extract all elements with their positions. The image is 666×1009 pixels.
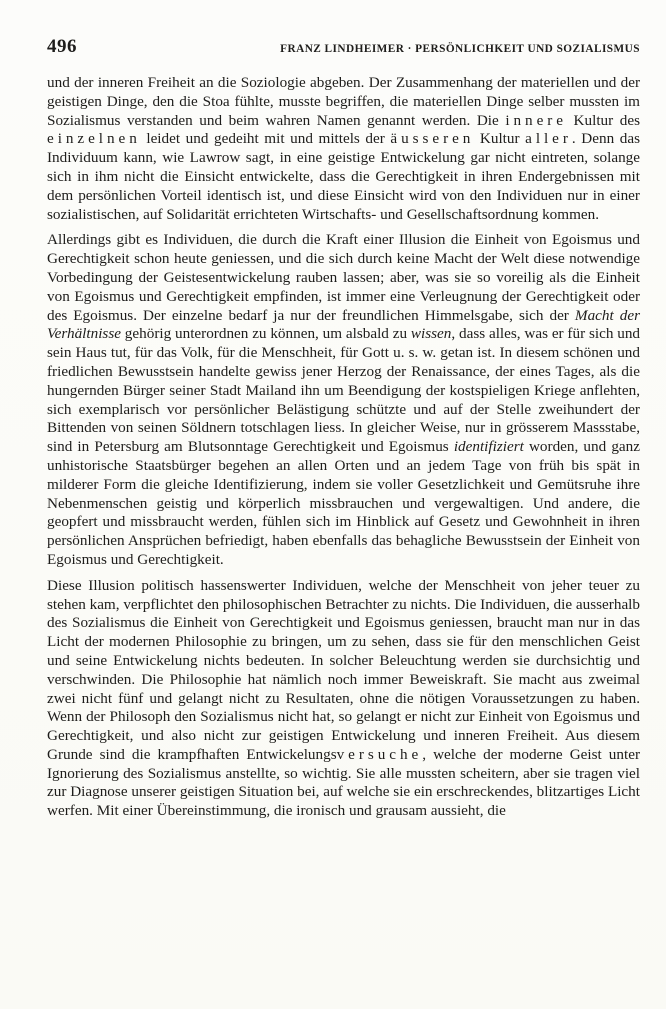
spaced-text-run: innere: [505, 111, 567, 129]
italic-text-run: Macht der Verhältnisse: [47, 306, 641, 343]
text-body: [47, 74, 640, 821]
text-run: leidet und gedeiht mit und mittels der: [140, 130, 391, 148]
italic-text-run: wissen: [410, 325, 452, 343]
spaced-text-run: einzelnen: [47, 130, 141, 148]
spaced-text-run: aller: [525, 130, 572, 148]
text-run: . Denn das Individuum kann, wie Lawrow sagt, in eine geistige Entwickelung gar nicht eintreten, solange sich in ihm nicht die Einsicht entwickelte, dass die Gerechtigkeit in ihren Endergebnissen mit dem persönlichen Vorteil identisch ist, und diese Einsicht wird von den Individuen nur in einer sozialistischen, auf Solidarität errichteten Wirtschafts- und Gesellschaftsordnung kommen.: [47, 130, 640, 223]
spaced-text-run: versuche: [336, 745, 423, 763]
page-number: 496: [47, 36, 77, 57]
paragraph: [47, 231, 640, 569]
text-run: , dass alles, was er für sich und sein Haus tut, für das Volk, für die Menschheit, für Gott u. s. w. getan ist. In diesem schönen und friedlichen Bewusstsein handelte gewiss jener Herzog der Renaissance, der eines Tages, als die hungernden Bürger seiner Stadt Mailand ihn um Beendigung der kostspieligen Kriege anflehten, sich exemplarisch vor persönlicher Belästigung schützte und auf der Stelle zweihundert der Bittenden von seinen Söldnern totschlagen liess. In gleicher Weise, nur in grösserem Massstabe, sind in Petersburg am Blutsonntage Gerechtigkeit und Egoismus: [47, 325, 641, 456]
text-run: und der inneren Freiheit an die Soziologie abgeben. Der Zusammenhang der materiellen und der geistigen Dinge, den die Stoa fühlte, musste begriffen, die materiellen Dinge selber mussten im Sozialismus verstanden und beim wahren Namen genannt werden. Die: [47, 74, 640, 129]
text-run: worden, und ganz unhistorische Staatsbürger begehen an allen Orten und an jedem Tage von früh bis spät in milderer Form die gleiche Identifizierung, indem sie voller Gesetzlichkeit und Gemütsruhe ihre Nebenmenschen geistig und körperlich missbrauchen und vergewaltigen. Und andere, die geopfert und missbraucht werden, fühlen sich im Hinblick auf Gesetz und Gewohnheit in ihren persönlichen Ansprüchen befriedigt, haben ebenfalls das behagliche Bewusstsein der Einheit von Egoismus und Gerechtigkeit.: [47, 438, 640, 568]
text-run: Diese Illusion politisch hassenswerter Individuen, welche der Menschheit von jeher teuer zu stehen kam, verpflichtet den philosophischen Betrachter zu nichts. Die Individuen, die ausserhalb des Sozialismus die Einheit von Gerechtigkeit und Egoismus geniessen, braucht man nur in das Licht der modernen Philosophie zu bringen, um zu sehen, dass sie für den menschlichen Geist und seine Entwickelung nichts bedeuten. In solcher Beleuchtung werden sie durchsichtig und verschwinden. Die Philosophie hat nämlich noch immer Beweiskraft. Sie macht aus zweimal zwei nicht fünf und gelangt nicht zu Resultaten, ohne die nötigen Voraussetzungen zu haben. Wenn der Philosoph den Sozialismus nicht hat, so gelangt er nicht zur Einheit von Egoismus und Gerechtigkeit, und also nicht zur geistigen Entwickelung und inneren Freiheit. Aus diesem Grunde sind die krampfhaften Entwickelungs: [47, 576, 640, 763]
text-run: gehörig unterordnen zu können, um alsbald zu: [120, 325, 411, 343]
text-run: Kultur des: [567, 111, 640, 129]
text-run: , welche der moderne Geist unter Ignorierung des Sozialismus anstellte, so wichtig. Sie alle mussten scheitern, aber sie tragen viel zur Diagnose unserer geistigen Situation bei, auf welche sie ein erschreckendes, blitzartiges Licht werfen. Mit einer Übereinstimmung, die ironisch und grausam aussieht, die: [47, 745, 640, 820]
page-header: [47, 36, 640, 58]
paragraph: [47, 577, 640, 821]
running-head: FRANZ LINDHEIMER · PERSÖNLICHKEIT UND SOZIALISMUS: [280, 43, 640, 55]
spaced-text-run: äusseren: [390, 130, 475, 148]
paragraph: [47, 74, 640, 224]
text-run: Kultur: [474, 130, 526, 148]
text-run: Allerdings gibt es Individuen, die durch die Kraft einer Illusion die Einheit von Egoismus und Gerechtigkeit schon heute geniessen, und die sich durch keine Macht der Welt diese notwendige Vorbedingung der Geistesentwickelung rauben lassen; aber, was sie so voreilig als die Einheit von Egoismus und Gerechtigkeit empfinden, ist immer eine Verleugnung der Gerechtigkeit oder des Egoismus. Der einzelne bedarf ja nur der freundlichen Himmelsgabe, sich der: [47, 231, 640, 324]
italic-text-run: identifiziert: [453, 438, 524, 456]
